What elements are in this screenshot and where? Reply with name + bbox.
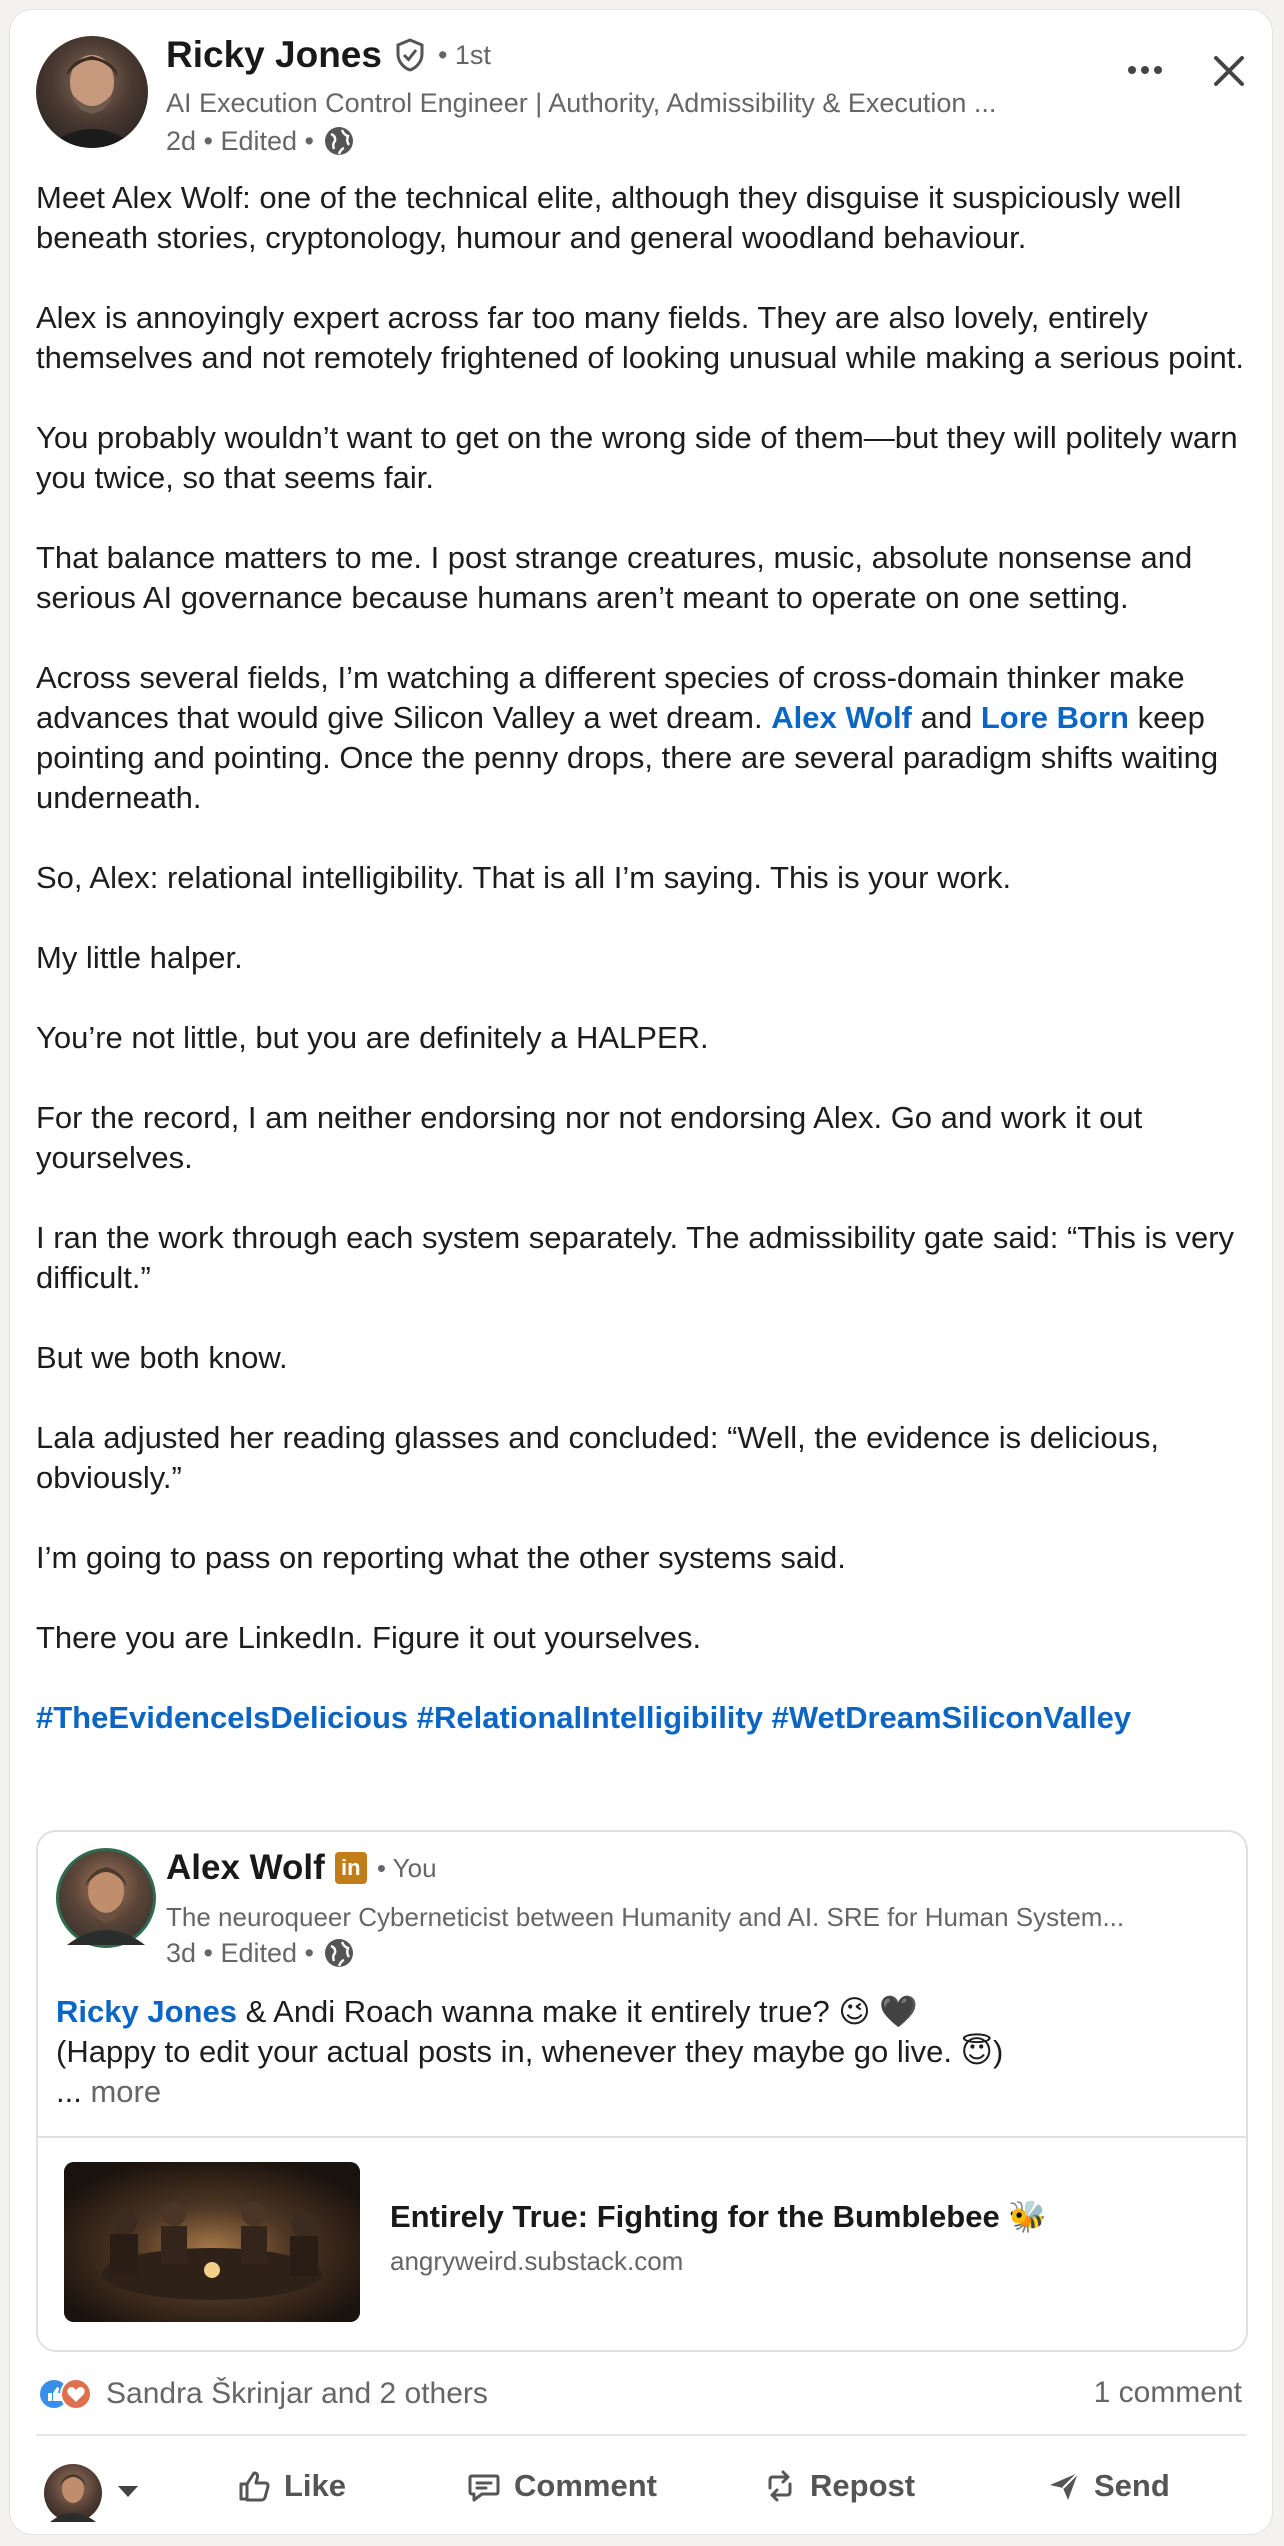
- shared-post-text: [56, 1992, 1226, 2112]
- article-title[interactable]: Entirely True: Fighting for the Bumblebee 🐝: [390, 2199, 1047, 2234]
- connection-degree: • 1st: [437, 39, 491, 70]
- verified-icon: [392, 37, 428, 73]
- shared-author-name[interactable]: Alex Wolf: [166, 1848, 325, 1887]
- shared-author-avatar[interactable]: [56, 1848, 156, 1948]
- post-body: [36, 178, 1256, 1778]
- mention-lore-born[interactable]: Lore Born: [980, 700, 1129, 735]
- article-source: angryweird.substack.com: [390, 2246, 684, 2276]
- post-paragraph: Meet Alex Wolf: one of the technical elite, although they disguise it suspiciously well beneath stories, cryptonology, humour and general woodland behaviour.: [36, 180, 1182, 255]
- author-headline: AI Execution Control Engineer | Authority, Admissibility & Execution ...: [166, 88, 997, 118]
- shared-post-time: 3d • Edited •: [166, 1937, 314, 1968]
- shared-line-1: [56, 1992, 1226, 2032]
- comments-count[interactable]: 1 comment: [1093, 2376, 1242, 2409]
- see-more-link[interactable]: more: [90, 2074, 162, 2109]
- shared-you-label: • You: [376, 1852, 437, 1883]
- like-label: Like: [284, 2468, 347, 2503]
- post-paragraph: But we both know.: [36, 1340, 288, 1375]
- globe-icon: [322, 1936, 356, 1970]
- my-avatar[interactable]: [44, 2464, 102, 2522]
- mention-alex-wolf[interactable]: Alex Wolf: [771, 700, 912, 735]
- comment-icon: [466, 2468, 502, 2504]
- reaction-icons: [36, 2376, 96, 2412]
- hashtags[interactable]: #TheEvidenceIsDelicious #RelationalIntelligibility #WetDreamSiliconValley: [36, 1700, 1132, 1735]
- post-time: 2d • Edited •: [166, 125, 314, 156]
- post-paragraph: You’re not little, but you are definitely a HALPER.: [36, 1020, 709, 1055]
- comment-button[interactable]: [466, 2468, 657, 2504]
- author-name[interactable]: Ricky Jones: [166, 34, 382, 75]
- mention-ricky-jones[interactable]: Ricky Jones: [56, 1994, 237, 2029]
- post-paragraph: I ran the work through each system separately. The admissibility gate said: “This is very difficult.”: [36, 1220, 1235, 1295]
- post-paragraph: For the record, I am neither endorsing nor not endorsing Alex. Go and work it out yourselves.: [36, 1100, 1143, 1175]
- ellipsis: ...: [56, 2074, 82, 2109]
- post-paragraph: So, Alex: relational intelligibility. That is all I’m saying. This is your work.: [36, 860, 1012, 895]
- post-paragraph: I’m going to pass on reporting what the other systems said.: [36, 1540, 846, 1575]
- shared-line-2: (Happy to edit your actual posts in, whenever they maybe go live. 😇): [56, 2034, 1004, 2069]
- post-paragraph: My little halper.: [36, 940, 243, 975]
- send-icon: [1046, 2468, 1082, 2504]
- post-paragraph: There you are LinkedIn. Figure it out yourselves.: [36, 1620, 702, 1655]
- close-icon[interactable]: [1206, 48, 1252, 94]
- post-paragraph: Lala adjusted her reading glasses and concluded: “Well, the evidence is delicious, obviously.”: [36, 1420, 1160, 1495]
- globe-icon: [322, 124, 356, 158]
- comment-label: Comment: [514, 2468, 657, 2503]
- linkedin-badge-icon: in: [335, 1852, 367, 1884]
- post-meta: [166, 124, 356, 158]
- shared-post[interactable]: [36, 1830, 1248, 2352]
- post-paragraph: Alex is annoyingly expert across far too many fields. They are also lovely, entirely themselves and not remotely frightened of looking unusual while making a serious point.: [36, 300, 1244, 375]
- chevron-down-icon[interactable]: [116, 2484, 140, 2500]
- text-span: Across several fields, I’m watching a different species of cross-domain thinker make advances that would give Silicon Valley a wet dream.: [36, 660, 1185, 735]
- send-button[interactable]: [1046, 2468, 1170, 2504]
- author-avatar[interactable]: [36, 36, 148, 148]
- repost-button[interactable]: [762, 2468, 915, 2504]
- reactions-text[interactable]: Sandra Škrinjar and 2 others: [106, 2377, 488, 2410]
- send-label: Send: [1094, 2468, 1170, 2503]
- reactions-summary[interactable]: [36, 2376, 488, 2412]
- like-button[interactable]: [236, 2468, 346, 2504]
- divider: [36, 2434, 1246, 2436]
- repost-icon: [762, 2468, 798, 2504]
- action-bar: [10, 2450, 1272, 2526]
- post-card: [10, 10, 1272, 2534]
- shared-line-3: [56, 2072, 1226, 2112]
- article-thumbnail[interactable]: [64, 2162, 360, 2322]
- post-paragraph-mentions: [36, 658, 1256, 818]
- shared-post-meta: [166, 1936, 356, 1970]
- divider: [38, 2136, 1246, 2138]
- text-span: and: [920, 700, 973, 735]
- author-row: [166, 34, 491, 76]
- post-paragraph: You probably wouldn’t want to get on the wrong side of them—but they will politely warn you twice, so that seems fair.: [36, 420, 1238, 495]
- post-paragraph: That balance matters to me. I post strange creatures, music, absolute nonsense and serious AI governance because humans aren’t meant to operate on one setting.: [36, 540, 1193, 615]
- more-options-icon[interactable]: [1120, 50, 1170, 90]
- text-span: keep pointing and pointing. Once the penny drops, there are several paradigm shifts waiting underneath.: [36, 700, 1219, 815]
- shared-author-row: [166, 1848, 437, 1888]
- shared-author-headline: The neuroqueer Cyberneticist between Humanity and AI. SRE for Human System...: [166, 1902, 1125, 1932]
- text-span: & Andi Roach wanna make it entirely true? 😉 🖤: [245, 1994, 918, 2029]
- like-icon: [236, 2468, 272, 2504]
- repost-label: Repost: [810, 2468, 916, 2503]
